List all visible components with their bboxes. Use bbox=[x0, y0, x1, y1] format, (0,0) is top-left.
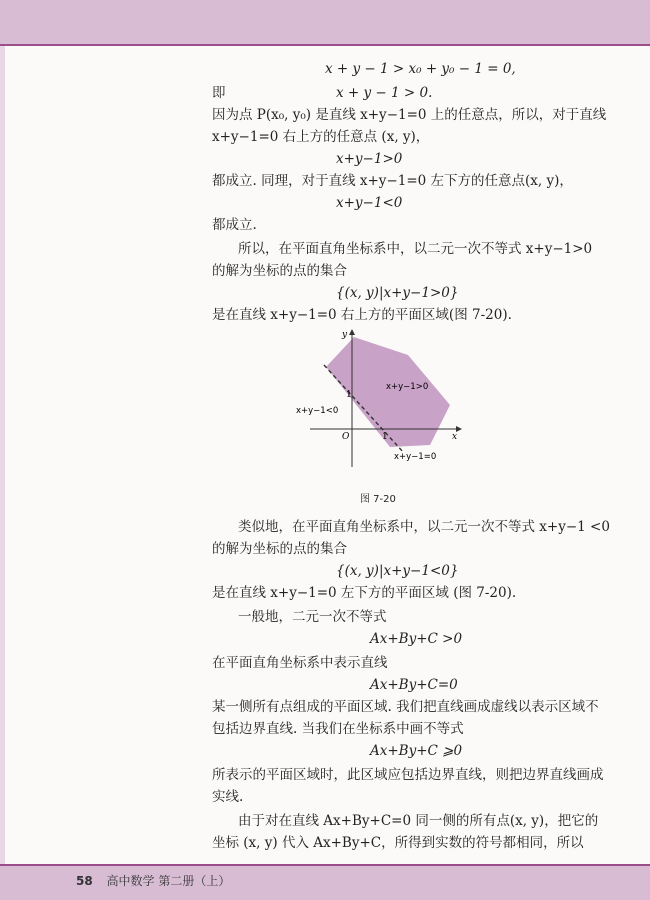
tick-y-label: 1 bbox=[346, 390, 352, 400]
region-figure bbox=[290, 325, 470, 475]
paragraph-line: 是在直线 x+y−1=0 左下方的平面区域 (图 7-20). bbox=[212, 585, 517, 601]
region-label: x+y−1>0 bbox=[386, 382, 429, 392]
y-axis-label: y bbox=[342, 330, 348, 340]
paragraph-line: 某一侧所有点组成的平面区域. 我们把直线画成虚线以表示区域不 bbox=[212, 699, 599, 715]
paragraph-line: 的解为坐标的点的集合 bbox=[212, 541, 347, 557]
inequality-display: x+y−1<0 bbox=[336, 195, 403, 211]
book-title: 高中数学 第二册（上） bbox=[106, 874, 231, 888]
paragraph-line: 是在直线 x+y−1=0 右上方的平面区域(图 7-20). bbox=[212, 307, 512, 323]
paragraph-line: 坐标 (x, y) 代入 Ax+By+C，所得到实数的符号都相同，所以 bbox=[212, 835, 584, 851]
top-divider bbox=[0, 44, 650, 46]
set-notation: {(x, y)|x+y−1<0} bbox=[336, 563, 459, 579]
general-inequality: Ax+By+C >0 bbox=[370, 631, 463, 647]
text-ji: 即 bbox=[212, 85, 226, 101]
paragraph-line: 在平面直角坐标系中表示直线 bbox=[212, 655, 388, 671]
figure-caption: 图 7-20 bbox=[360, 494, 396, 505]
inequality-line-1: x + y − 1 > x₀ + y₀ − 1 = 0, bbox=[325, 61, 516, 77]
paragraph-line: 都成立. 同理，对于直线 x+y−1=0 左下方的任意点(x, y)， bbox=[212, 173, 573, 189]
paragraph-line: 实线. bbox=[212, 789, 244, 805]
paragraph-line: 包括边界直线. 当我们在坐标系中画不等式 bbox=[212, 721, 464, 737]
set-notation: {(x, y)|x+y−1>0} bbox=[336, 285, 459, 301]
page-number: 58 bbox=[76, 874, 93, 888]
general-inequality-inclusive: Ax+By+C ⩾0 bbox=[370, 743, 463, 759]
shaded-region bbox=[326, 337, 450, 447]
paragraph-line: x+y−1=0 右上方的任意点 (x, y)， bbox=[212, 129, 430, 145]
top-decorative-band bbox=[0, 0, 650, 44]
x-axis-label: x bbox=[452, 432, 458, 442]
page-footer bbox=[76, 872, 230, 889]
paragraph-line: 类似地，在平面直角坐标系中，以二元一次不等式 x+y−1 <0 bbox=[238, 519, 610, 535]
paragraph-line: 所表示的平面区域时，此区域应包括边界直线，则把边界直线画成 bbox=[212, 767, 604, 783]
paragraph-line: 一般地，二元一次不等式 bbox=[238, 609, 387, 625]
paragraph-line: 都成立. bbox=[212, 217, 257, 233]
left-region-label: x+y−1<0 bbox=[296, 406, 339, 416]
tick-x-label: 1 bbox=[382, 432, 388, 442]
left-margin-strip bbox=[0, 46, 5, 866]
inequality-line-2: x + y − 1 > 0. bbox=[336, 85, 433, 101]
paragraph-line: 所以，在平面直角坐标系中，以二元一次不等式 x+y−1>0 bbox=[238, 241, 593, 257]
paragraph-line: 的解为坐标的点的集合 bbox=[212, 263, 347, 279]
inequality-display: x+y−1>0 bbox=[336, 151, 403, 167]
origin-label: O bbox=[342, 432, 350, 442]
line-label: x+y−1=0 bbox=[394, 452, 437, 462]
general-line-equation: Ax+By+C=0 bbox=[370, 677, 458, 693]
paragraph-line: 由于对在直线 Ax+By+C=0 同一侧的所有点(x, y)，把它的 bbox=[238, 813, 599, 829]
y-arrow bbox=[349, 329, 355, 335]
paragraph-line: 因为点 P(x₀, y₀) 是直线 x+y−1=0 上的任意点，所以，对于直线 bbox=[212, 107, 607, 123]
